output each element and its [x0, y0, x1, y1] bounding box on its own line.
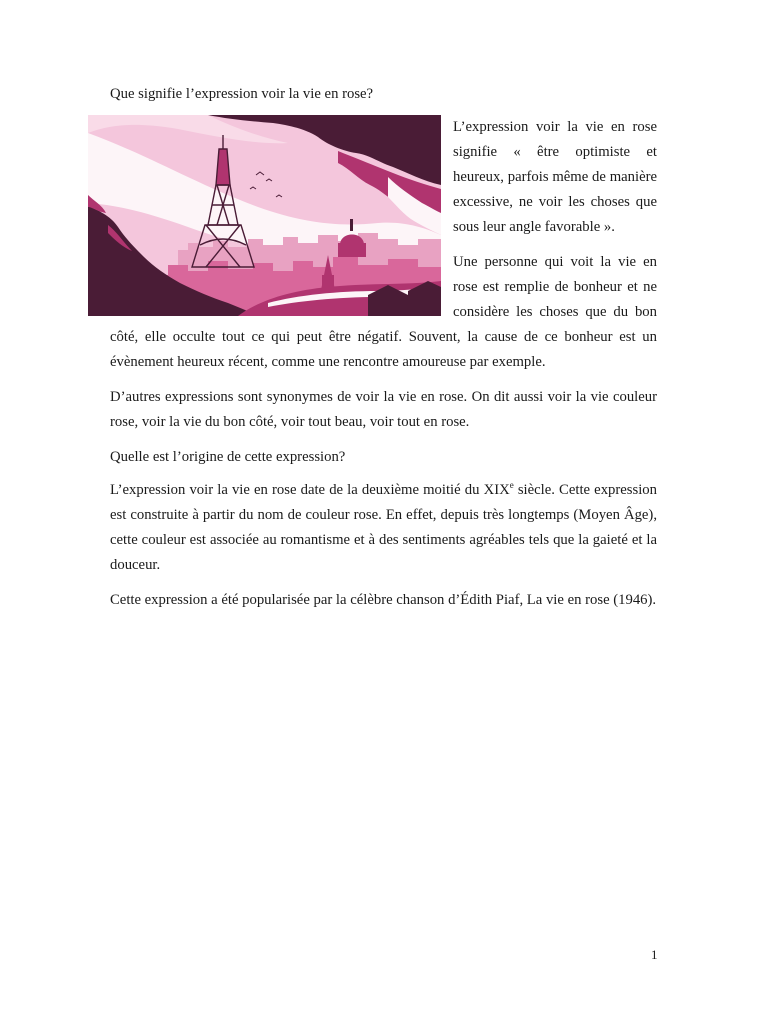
document-body [110, 82, 657, 623]
heading-meaning: Que signifie l’expression voir la vie en rose? [110, 86, 374, 102]
paragraph-person: Une personne qui voit la vie en rose est remplie de bonheur et ne considère les choses que du bon côté, elle occulte tout ce qui peut être négatif. Souvent, la cause de ce bonheur est un évènement heureux récent, comme une rencontre amoureuse par exemple. [110, 254, 657, 370]
paris-illustration [88, 115, 441, 316]
paragraph-synonyms: D’autres expressions sont synonymes de voir la vie en rose. On dit aussi voir la vie couleur rose, voir la vie du bon côté, voir tout beau, voir tout en rose. [110, 389, 657, 430]
paragraph-origin-part-1: L’expression voir la vie en rose date de la deuxième moitié du XIX [110, 482, 510, 498]
heading-origin: Quelle est l’origine de cette expression? [110, 449, 346, 465]
paragraph-piaf: Cette expression a été popularisée par la célèbre chanson d’Édith Piaf, La vie en rose (1946). [110, 592, 657, 608]
paragraph-definition: L’expression voir la vie en rose signifie « être optimiste et heureux, parfois même de manière excessive, ne voir les choses que sous leur angle favorable ». [453, 119, 657, 235]
century-superscript: e [509, 480, 514, 491]
paragraph-origin [110, 478, 657, 578]
paragraph-origin-part-2: siècle. Cette expression est construite à partir du nom de couleur rose. En effet, depuis très longtemps (Moyen Âge), cette couleur est associée au romantisme et à des sentiments agréables tels que la gaieté et la douceur. [110, 482, 657, 573]
page-number: 1 [651, 947, 658, 962]
